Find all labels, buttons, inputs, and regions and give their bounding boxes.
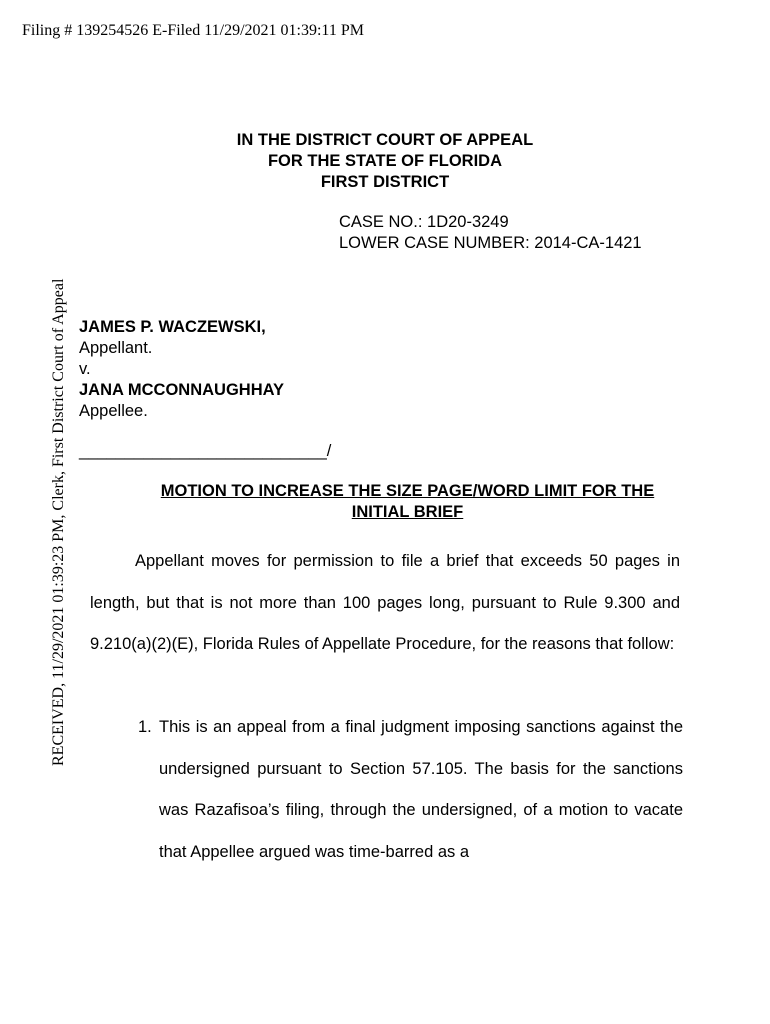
motion-title xyxy=(130,481,685,523)
received-stamp: RECEIVED, 11/29/2021 01:39:23 PM, Clerk, First District Court of Appeal xyxy=(50,278,67,766)
appellee-role: Appellee. xyxy=(79,402,148,420)
motion-intro-paragraph: Appellant moves for permission to file a brief that exceeds 50 pages in length, but that is not more than 100 pages long, pursuant to Rule 9.300 and 9.210(a)(2)(E), Florida Rules of Appellate Procedure, for the reasons that follow: xyxy=(90,552,680,654)
paragraph-text: This is an appeal from a final judgment imposing sanctions against the undersigned pursuant to Section 57.105. The basis for the sanctions was Razafisoa’s filing, through the undersigned, of a motion to vacate that Appellee argued was time-barred as a xyxy=(159,718,683,862)
parties-block xyxy=(79,317,284,422)
case-info xyxy=(339,212,642,254)
court-heading-line-3: FIRST DISTRICT xyxy=(320,173,450,191)
appellant-role: Appellant. xyxy=(79,339,153,357)
lower-case-number: LOWER CASE NUMBER: 2014-CA-1421 xyxy=(339,234,642,252)
court-heading xyxy=(0,130,770,193)
appellee-name: JANA MCCONNAUGHHAY xyxy=(79,381,285,399)
numbered-paragraph-1 xyxy=(138,707,683,874)
motion-title-line-2: INITIAL BRIEF xyxy=(351,503,464,521)
appellant-name: JAMES P. WACZEWSKI, xyxy=(79,318,266,336)
filing-header: Filing # 139254526 E-Filed 11/29/2021 01:39:11 PM xyxy=(22,22,364,39)
motion-title-line-1: MOTION TO INCREASE THE SIZE PAGE/WORD LIMIT FOR THE xyxy=(160,482,655,500)
caption-divider-line: ___________________________/ xyxy=(79,442,332,460)
court-heading-line-2: FOR THE STATE OF FLORIDA xyxy=(267,152,503,170)
versus: v. xyxy=(79,360,91,378)
case-number: CASE NO.: 1D20-3249 xyxy=(339,213,509,231)
court-heading-line-1: IN THE DISTRICT COURT OF APPEAL xyxy=(236,131,534,149)
paragraph-number: 1. xyxy=(138,718,152,736)
